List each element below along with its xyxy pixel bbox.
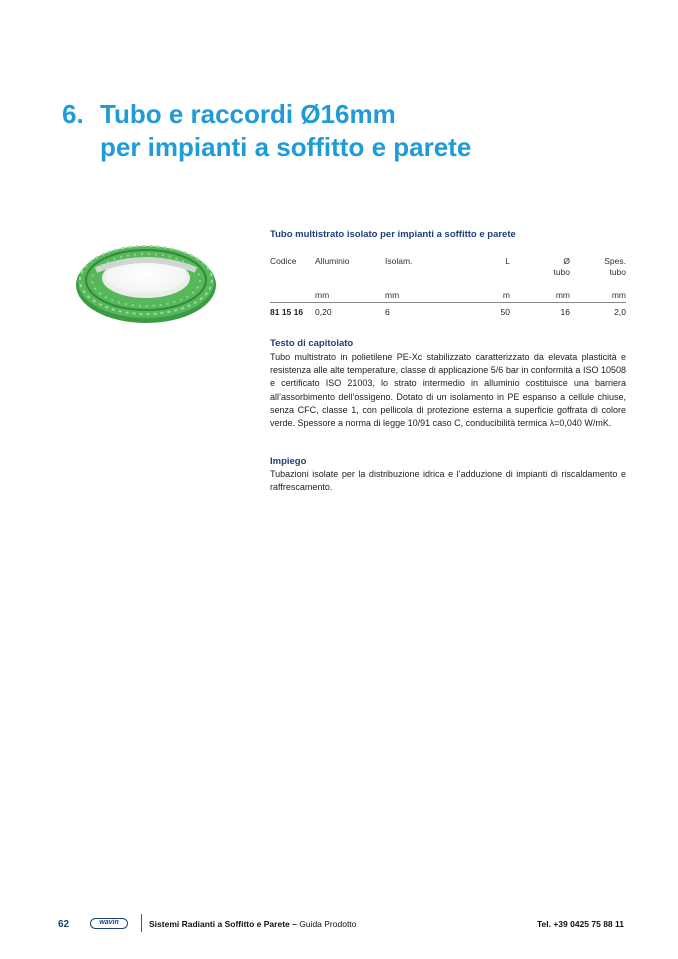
unit-cell [270,282,315,303]
cell-length: 50 [500,307,510,317]
header-cell: Alluminio [315,256,350,266]
impiego-heading: Impiego [270,456,307,467]
cell-thickness: 2,0 [614,307,626,317]
table-header-row [270,256,626,282]
title-line-2: per impianti a soffitto e parete [100,132,472,162]
header-cell: L [505,256,510,266]
pipe-coil-image [66,230,226,330]
header-cell: Isolam. [385,256,413,266]
footer-telephone: Tel. +39 0425 75 88 11 [536,919,624,929]
page-footer [0,912,678,936]
section-number: 6. [62,99,84,129]
title-line-1: Tubo e raccordi Ø16mm [100,99,396,129]
table-row [270,303,626,320]
header-cell: Ø tubo [553,256,570,277]
unit-cell: mm [570,282,626,303]
header-cell: Spes. tubo [604,256,626,277]
unit-cell: mm [510,282,570,303]
unit-cell: m [455,282,510,303]
product-code: 81 15 16 [270,307,304,317]
impiego-text: Tubazioni isolate per la distribuzione idrica e l’adduzione di impianti di riscaldamento e raffrescamento. [270,469,626,493]
footer-divider [141,914,142,932]
unit-cell: mm [385,282,455,303]
page-title [62,98,622,164]
cell-alluminio: 0,20 [315,307,332,317]
wavin-logo: wavin [90,918,128,929]
capitolato-text: Tubo multistrato in polietilene PE-Xc stabilizzato caratterizzato da elevata plasticità e resistenza alle alte temperature, classe di applicazione 5/6 bar in conformità a ISO 10508 e certificato ISO 21003, lo strato intermedio in alluminio costituisce una barriera all’assorbimento dell’ossigeno. Dotato di un isolamento in PE espanso a cellule chiuse, senza CFC, classe 1, con pellicola di protezione esterna a superficie goffrata di colore verde. Spessore a norma di legge 10/91 caso C, conducibilità termica λ=0,040 W/mK. [270,352,626,429]
table-units-row [270,282,626,303]
spec-table [270,256,626,319]
cell-isolam: 6 [385,307,390,317]
unit-cell: mm [315,282,385,303]
page-number: 62 [58,919,70,930]
product-subtitle: Tubo multistrato isolato per impianti a soffitto e parete [270,229,516,240]
footer-doc-title: Sistemi Radianti a Soffitto e Parete – Guida Prodotto [149,919,357,929]
header-cell: Codice [270,256,297,266]
capitolato-heading: Testo di capitolato [270,338,354,349]
cell-diameter: 16 [560,307,570,317]
